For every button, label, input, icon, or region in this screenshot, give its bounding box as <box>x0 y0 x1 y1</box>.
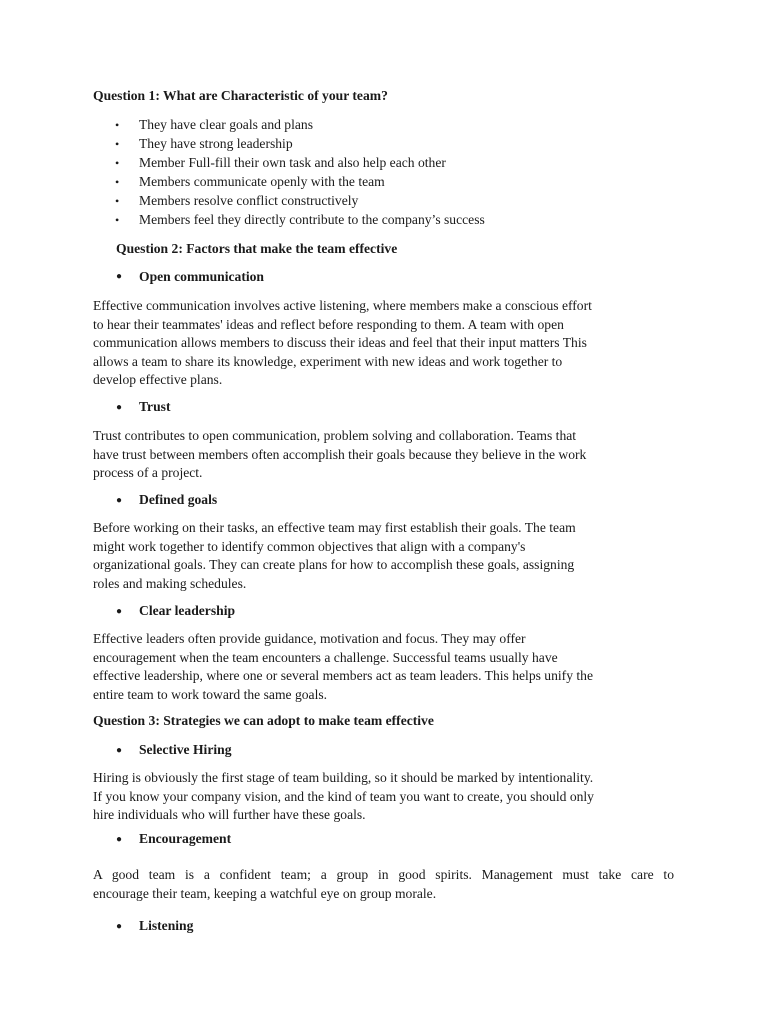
section-title-open-communication: Open communication <box>139 269 264 284</box>
paragraph-line: effective leadership, where one or several members act as team leaders. This helps unify the <box>93 668 594 683</box>
bullet-icon: • <box>115 194 120 208</box>
section-title-clear-leadership: Clear leadership <box>139 603 236 618</box>
paragraph-defined-goals <box>93 519 683 593</box>
paragraph-line: might work together to identify common objectives that align with a company's <box>93 538 526 554</box>
list-item: Members resolve conflict constructively <box>139 193 359 208</box>
list-item: Members communicate openly with the team <box>139 174 385 189</box>
paragraph-line: communication allows members to discuss their ideas and feel that their input matters This <box>93 335 587 350</box>
bullet-icon: ● <box>116 495 123 506</box>
paragraph-encouragement <box>93 866 683 903</box>
paragraph-line: Trust contributes to open communication, problem solving and collaboration. Teams that <box>93 428 577 443</box>
question-1-heading: Question 1: What are Characteristic of your team? <box>93 88 388 103</box>
paragraph-line: have trust between members often accomplish their goals because they believe in the work <box>93 446 587 462</box>
bullet-icon: ● <box>116 402 123 413</box>
paragraph-selective-hiring <box>93 769 683 825</box>
paragraph-line: Effective communication involves active listening, where members make a conscious effort <box>93 298 592 313</box>
question-2-heading: Question 2: Factors that make the team effective <box>116 241 398 256</box>
section-title-defined-goals: Defined goals <box>139 492 218 507</box>
paragraph-line: hire individuals who will further have these goals. <box>93 807 366 822</box>
list-item: Members feel they directly contribute to the company’s success <box>139 212 485 227</box>
bullet-icon: ● <box>116 921 123 932</box>
bullet-icon: ● <box>116 745 123 756</box>
paragraph-line: allows a team to share its knowledge, experiment with new ideas and work together to <box>93 353 563 369</box>
paragraph-open-communication <box>93 297 683 390</box>
paragraph-line: A good team is a confident team; a group in good spirits. Management must take care to <box>93 867 674 882</box>
paragraph-line: organizational goals. They can create plans for how to accomplish these goals, assigning <box>93 557 575 572</box>
paragraph-line: process of a project. <box>93 465 203 480</box>
list-item: They have clear goals and plans <box>139 117 314 132</box>
paragraph-line: to hear their teammates' ideas and reflect before responding to them. A team with open <box>93 316 564 332</box>
bullet-icon: • <box>115 213 120 227</box>
list-item: They have strong leadership <box>139 136 293 151</box>
paragraph-line: If you know your company vision, and the kind of team you want to create, you should only <box>93 788 594 804</box>
question-3-heading: Question 3: Strategies we can adopt to make team effective <box>93 713 434 728</box>
paragraph-clear-leadership <box>93 630 683 704</box>
paragraph-line: encourage their team, keeping a watchful eye on group morale. <box>93 885 437 901</box>
paragraph-line: encouragement when the team encounters a challenge. Successful teams usually have <box>93 649 558 665</box>
paragraph-line: Effective leaders often provide guidance, motivation and focus. They may offer <box>93 631 526 646</box>
paragraph-line: roles and making schedules. <box>93 575 247 591</box>
bullet-icon: • <box>115 137 120 151</box>
paragraph-line: Before working on their tasks, an effective team may first establish their goals. The team <box>93 520 576 535</box>
paragraph-line: Hiring is obviously the first stage of team building, so it should be marked by intentionality. <box>93 770 594 785</box>
section-title-encouragement: Encouragement <box>139 831 232 846</box>
list-item: Member Full-fill their own task and also help each other <box>139 155 446 170</box>
bullet-icon: • <box>115 175 120 189</box>
section-title-listening: Listening <box>139 918 194 933</box>
bullet-icon: • <box>115 156 120 170</box>
bullet-icon: ● <box>116 271 123 282</box>
paragraph-trust <box>93 427 683 483</box>
bullet-icon: ● <box>116 834 123 845</box>
bullet-icon: • <box>115 118 120 132</box>
section-title-trust: Trust <box>139 399 171 414</box>
section-title-selective-hiring: Selective Hiring <box>139 742 232 757</box>
bullet-icon: ● <box>116 606 123 617</box>
paragraph-line: develop effective plans. <box>93 372 223 387</box>
paragraph-line: entire team to work toward the same goals. <box>93 686 328 702</box>
